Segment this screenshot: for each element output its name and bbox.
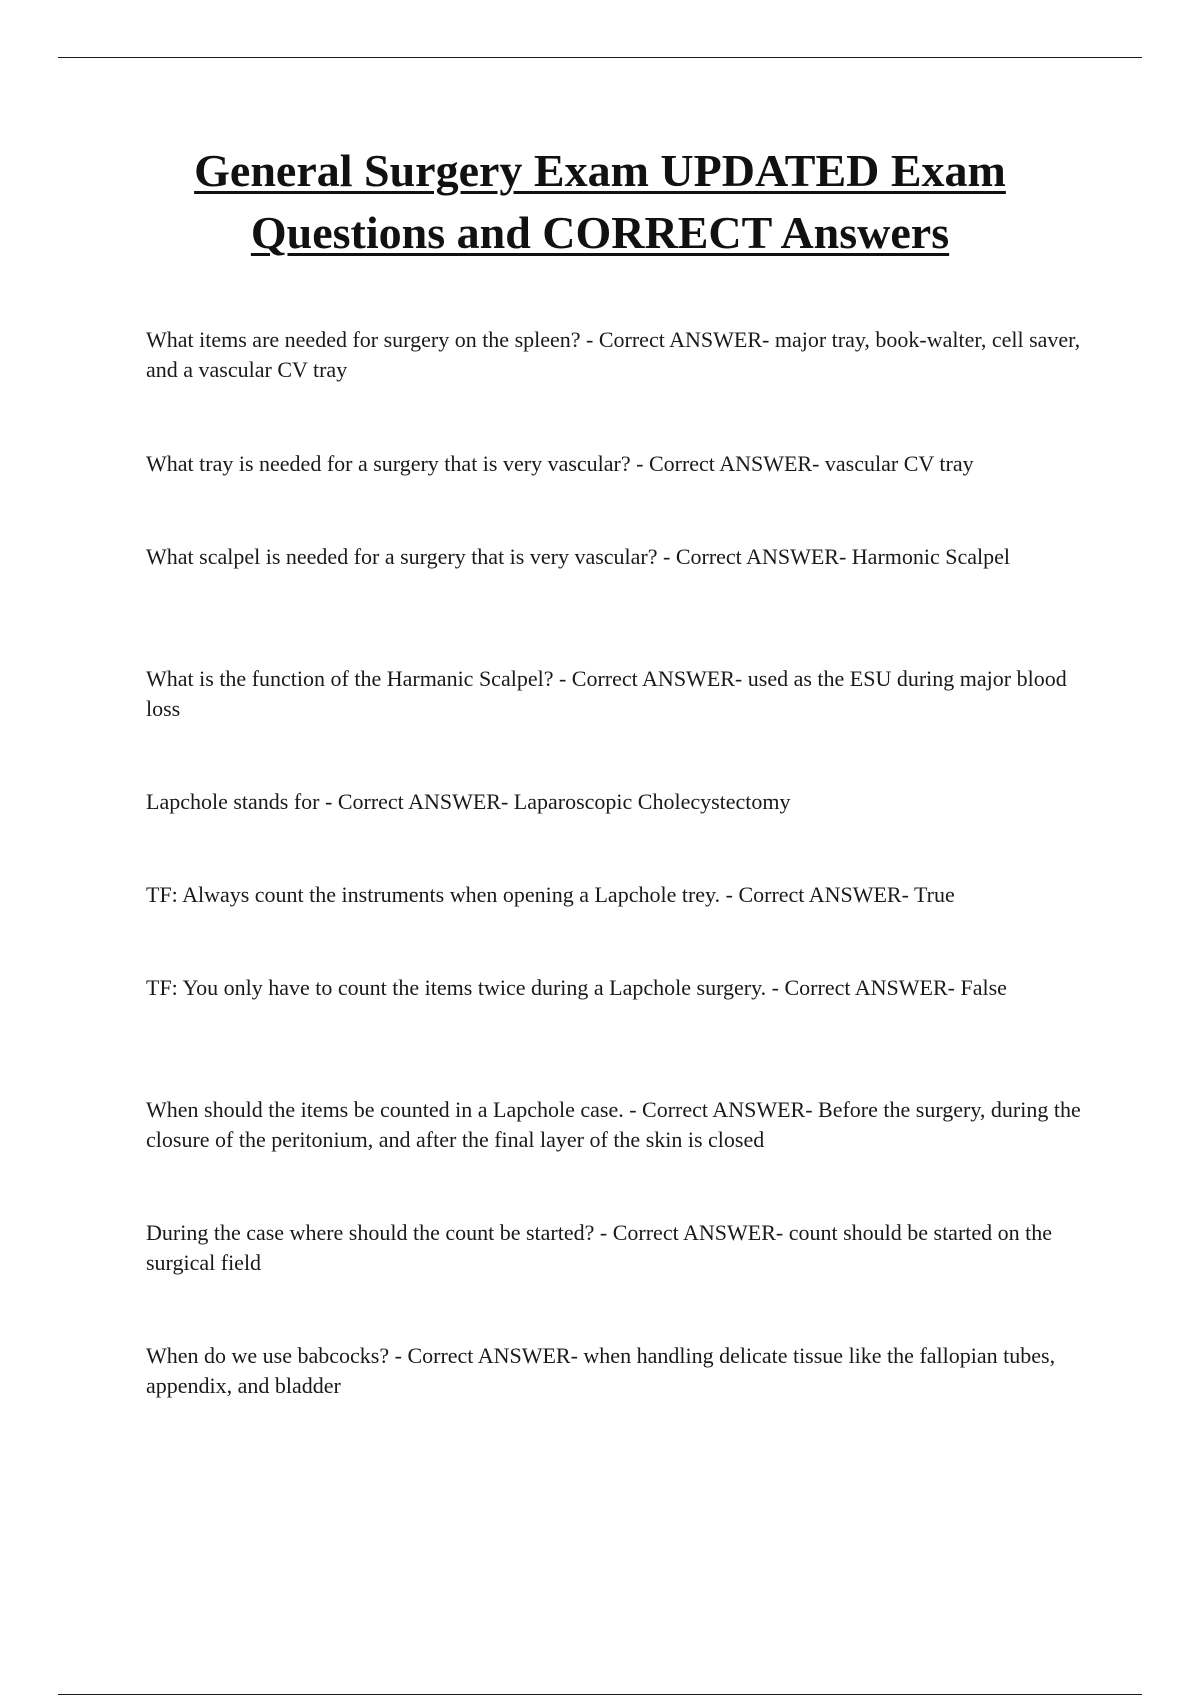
- qa-item-1: What items are needed for surgery on the spleen? - Correct ANSWER- major tray, book-walter, cell saver, and a vascular CV tray: [146, 327, 1081, 382]
- document-title: [100, 140, 1100, 264]
- qa-item-4: What is the function of the Harmanic Scalpel? - Correct ANSWER- used as the ESU during major blood loss: [146, 666, 1067, 721]
- qa-item-8: When should the items be counted in a Lapchole case. - Correct ANSWER- Before the surgery, during the closure of the peritonium, and after the final layer of the skin is closed: [146, 1097, 1081, 1152]
- qa-item-7: TF: You only have to count the items twice during a Lapchole surgery. - Correct ANSWER- False: [146, 975, 1007, 1000]
- qa-item-3: What scalpel is needed for a surgery that is very vascular? - Correct ANSWER- Harmonic Scalpel: [146, 544, 1011, 569]
- title-line-1: General Surgery Exam UPDATED Exam: [194, 145, 1006, 196]
- title-line-2: Questions and CORRECT Answers: [250, 207, 950, 258]
- qa-item-6: TF: Always count the instruments when opening a Lapchole trey. - Correct ANSWER- True: [146, 882, 955, 907]
- top-rule: [58, 57, 1142, 58]
- qa-item-10: When do we use babcocks? - Correct ANSWER- when handling delicate tissue like the fallopian tubes, appendix, and bladder: [146, 1343, 1056, 1398]
- bottom-rule: [58, 1694, 1142, 1695]
- qa-item-5: Lapchole stands for - Correct ANSWER- Laparoscopic Cholecystectomy: [146, 789, 791, 814]
- qa-item-2: What tray is needed for a surgery that is very vascular? - Correct ANSWER- vascular CV tray: [146, 451, 974, 476]
- qa-item-9: During the case where should the count be started? - Correct ANSWER- count should be started on the surgical field: [146, 1220, 1053, 1275]
